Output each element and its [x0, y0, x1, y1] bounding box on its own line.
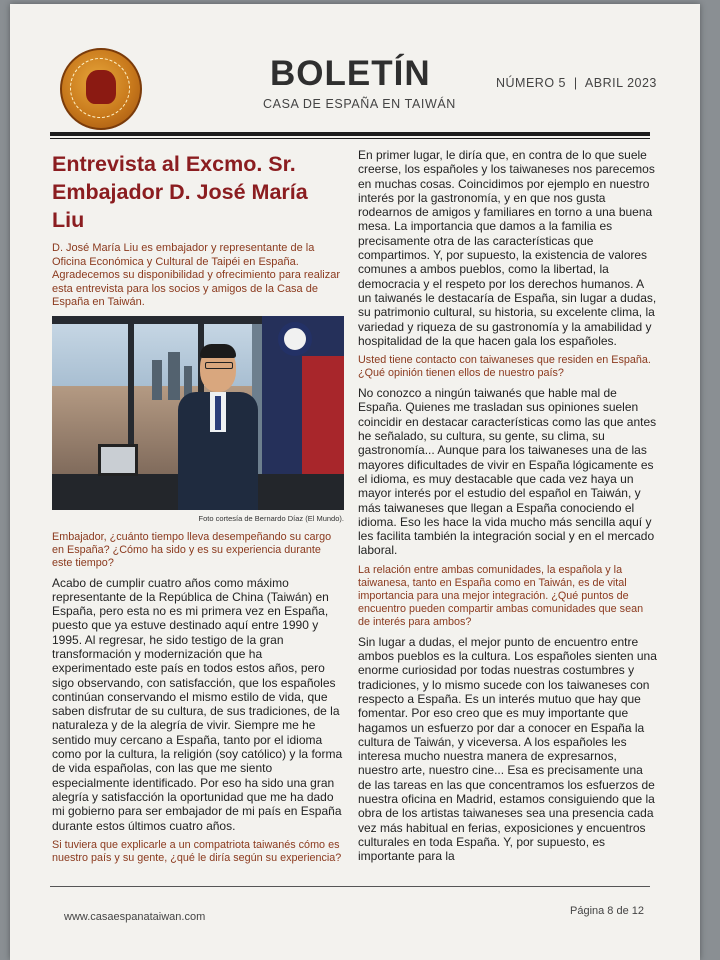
header-rule-thin: [50, 138, 650, 139]
ambassador-glasses: [205, 362, 233, 369]
photo-tower: [168, 352, 180, 400]
question-1: Embajador, ¿cuánto tiempo lleva desempeñando su cargo en España? ¿Cómo ha sido y es su experiencia durante este tiempo?: [52, 530, 332, 569]
left-column: [52, 150, 344, 871]
footer-rule: [50, 886, 650, 887]
issue-number-date: NÚMERO 5 | ABRIL 2023: [496, 76, 657, 90]
flag-sun-emblem: [278, 322, 312, 356]
question-4: La relación entre ambas comunidades, la española y la taiwanesa, tanto en España como en Taiwán, es de vital importancia para una mejor integración. ¿Qué puntos de encuentro pueden compartir ambas comunidades que sean de interés para ambos?: [358, 563, 644, 628]
photo-credit: Foto cortesía de Bernardo Díaz (El Mundo).: [198, 513, 344, 523]
question-3: Usted tiene contacto con taiwaneses que residen en España. ¿Qué opinión tienen ellos de nuestro país?: [358, 354, 651, 380]
newsletter-subtitle: CASA DE ESPAÑA EN TAIWÁN: [263, 97, 456, 111]
answer-1: Acabo de cumplir cuatro años como máximo representante de la República de China (Taiwán) en España, pero esta no es mi primera vez en España, puesto que ya estuve destinado aquí entre 1990 y 1995. Al regresar, he sido testigo de la gran transformación y modernización que ha experimentado este país en todos estos años, pero sigo observando, con satisfacción, que los españoles continúan conservando el mismo estilo de vida, que saben disfrutar de su cultura, de sus tradiciones, de la naturaleza y de la alegría de vivir. Siempre me he sentido muy cercano a España, tanto por el idioma como por la cultura, la religión (soy católico) y la forma de vida españolas, con las que me siento especialmente identificado. Por eso ha sido una gran alegría y satisfacción la oportunidad que me ha dado mi gobierno para ser embajador de mi país en España durante estos últimos cuatro años.: [52, 575, 343, 833]
ambassador-tie: [215, 396, 221, 430]
page-number: Página 8 de 12: [570, 905, 645, 917]
seal-figure: [86, 70, 116, 104]
photo-tower: [152, 360, 162, 400]
answer-4: Sin lugar a dudas, el mejor punto de encuentro entre ambos pueblos es la cultura. Los españoles sienten una enorme curiosidad por todas nuestras costumbres y tradiciones, y lo mismo sucede con los taiwaneses con respecto a España. Es un interés mutuo que hay que fomentar. Por eso creo que es muy importante que hagamos un esfuerzo por dar a conocer en España la cultura de Taiwán, y viceversa. A los españoles les interesa mucho nuestra manera de expresarnos, nuestro arte, nuestro cine... Esa es precisamente una de las tareas en las que concentramos los esfuerzos de nuestra oficina en Madrid, estamos consiguiendo que la obra de los artistas taiwaneses sea una presencia cada vez más habitual en ferias, exposiciones y encuentros culturales en toda España. Y, por supuesto, es importante para la: [358, 634, 657, 864]
article-headline: Entrevista al Excmo. Sr. Embajador D. José María Liu: [52, 152, 308, 232]
question-2: Si tuviera que explicarle a un compatriota taiwanés cómo es nuestro país y su gente, ¿qué le diría según su experiencia?: [52, 838, 342, 864]
newsletter-title: BOLETÍN: [270, 54, 431, 93]
answer-2: En primer lugar, le diría que, en contra de lo que suele creerse, los españoles y los taiwaneses nos parecemos en muchas cosas. Coincidimos por ejemplo en nuestro interés por la gastronomía, y en que nos gusta rodearnos de amigos y familiares en torno a una buena mesa. La importancia que damos a la familia es precisamente otra de las características que compartimos. Y, por supuesto, la existencia de valores comunes a ambos pueblos, como la libertad, la democracia y el respeto por los derechos humanos. A un taiwanés le destacaría de España, sin lugar a dudas, su patrimonio cultural, su historia, su excelente clima, la variedad y riqueza de su gastronomía y la amabilidad y hospitalidad de la que hacen gala los españoles.: [358, 148, 657, 348]
answer-3: No conozco a ningún taiwanés que hable mal de España. Quienes me trasladan sus opiniones suelen coincidir en destacar características como las que antes he señalado, su cultura, su gente, su clima, su gastronomía... Aunque para los taiwaneses una de las mayores dificultades de vivir en España lógicamente es el idioma, es muy destacable que cada vez haya un mayor interés por el estudio del español en Taiwán, y más taiwaneses que llegan a España conociendo el idioma. Eso les hace la vida mucho más sencilla aquí y les facilita también la integración social y en el mercado laboral.: [358, 386, 657, 558]
casa-de-espana-seal-logo: [60, 48, 142, 130]
ambassador-hair: [200, 344, 236, 358]
header-rule-thick: [50, 132, 650, 136]
article-intro: D. José María Liu es embajador y representante de la Oficina Económica y Cultural de Taipéi en España. Agradecemos su disponibilidad y ofrecimiento para realizar esta entrevista para los socios y amigos de la Casa de España en Taiwán.: [52, 242, 340, 308]
right-column: [358, 148, 658, 869]
ambassador-photo: [52, 316, 344, 510]
website-link[interactable]: www.casaespanataiwan.com: [64, 911, 206, 923]
photo-monitor: [98, 444, 138, 476]
